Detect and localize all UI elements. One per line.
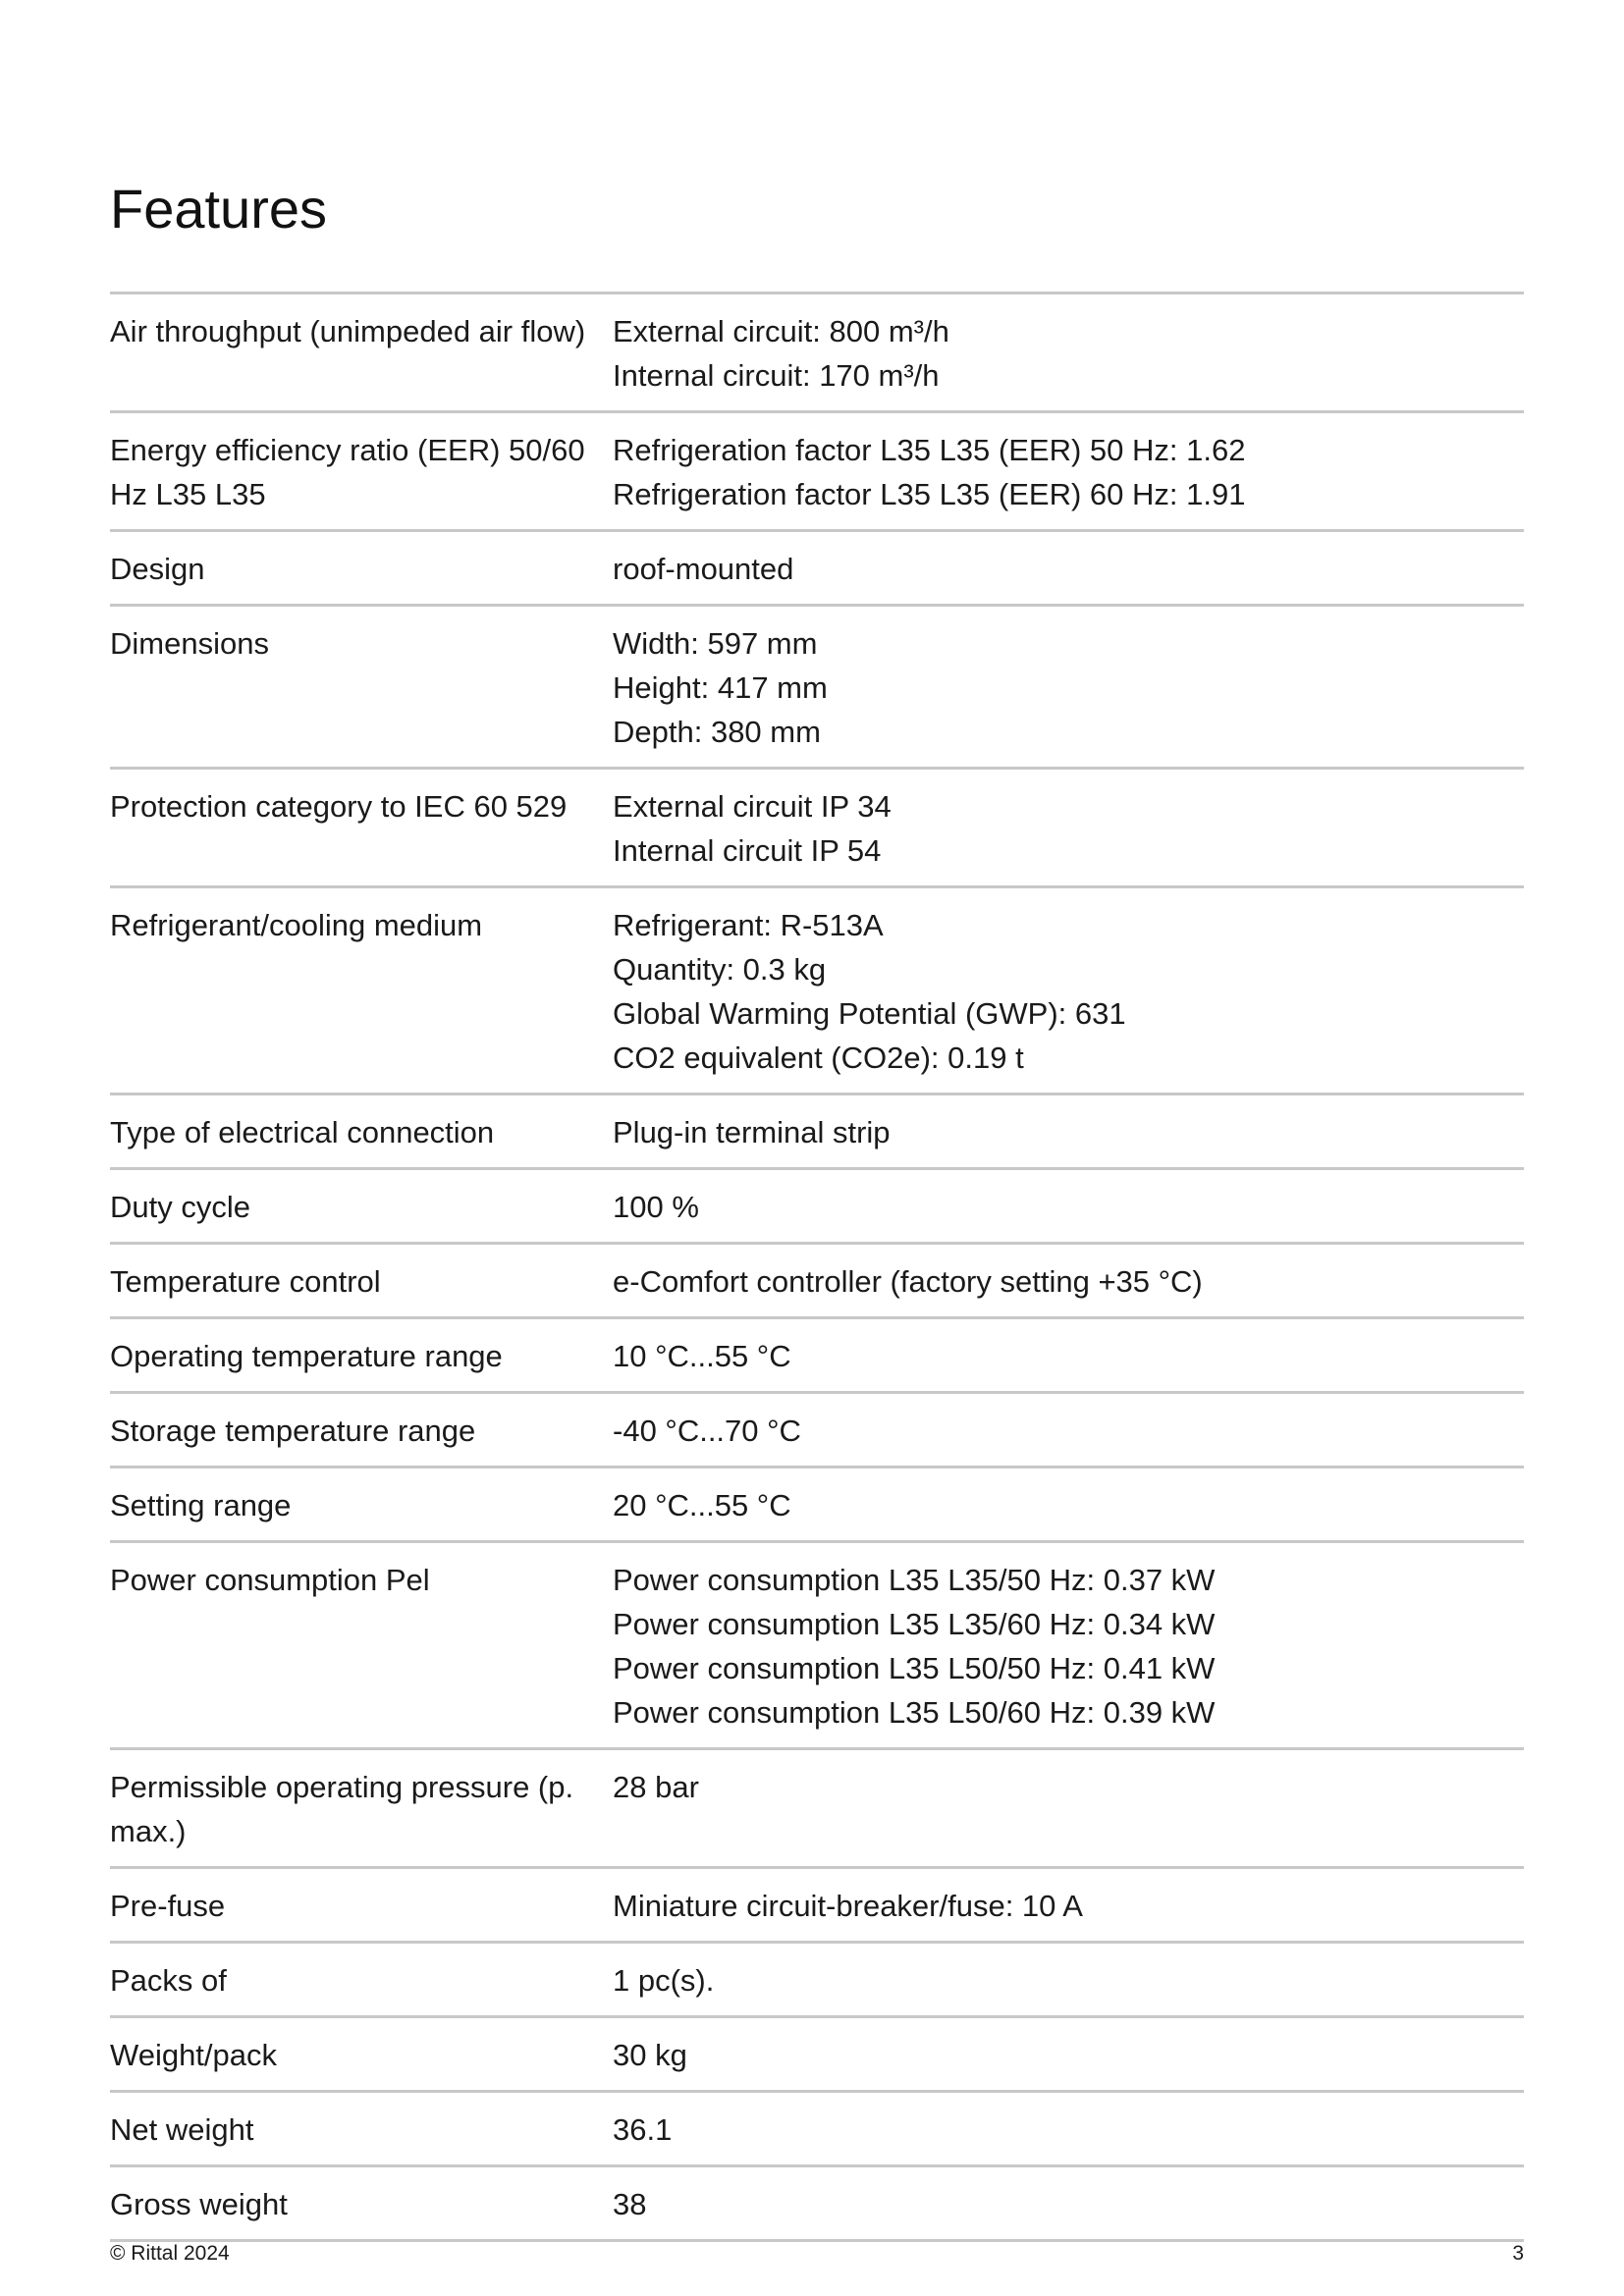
feature-label: Air throughput (unimpeded air flow) xyxy=(110,314,586,348)
feature-value: Power consumption L35 L35/50 Hz: 0.37 kW xyxy=(613,1563,1216,1597)
feature-row xyxy=(110,413,1524,532)
feature-values xyxy=(613,428,1524,516)
feature-row xyxy=(110,770,1524,888)
feature-values xyxy=(613,1765,1524,1853)
feature-label: Gross weight xyxy=(110,2187,288,2221)
feature-row xyxy=(110,1869,1524,1944)
feature-values xyxy=(613,1884,1524,1928)
feature-values xyxy=(613,1259,1524,1304)
feature-value: Refrigeration factor L35 L35 (EER) 50 Hz: 1.62 xyxy=(613,433,1246,467)
feature-label: Permissible operating pressure (p. max.) xyxy=(110,1770,574,1848)
feature-value: e-Comfort controller (factory setting +35 °C) xyxy=(613,1264,1203,1299)
feature-value: Depth: 380 mm xyxy=(613,715,821,749)
feature-label: Temperature control xyxy=(110,1264,381,1299)
feature-row xyxy=(110,1944,1524,2018)
feature-value: roof-mounted xyxy=(613,552,794,586)
feature-row xyxy=(110,2093,1524,2167)
feature-value: Refrigerant: R-513A xyxy=(613,908,884,942)
feature-value: Height: 417 mm xyxy=(613,670,828,705)
feature-label: Protection category to IEC 60 529 xyxy=(110,789,568,824)
feature-values xyxy=(613,2182,1524,2226)
feature-label: Pre-fuse xyxy=(110,1889,226,1923)
feature-value: Power consumption L35 L50/60 Hz: 0.39 kW xyxy=(613,1695,1216,1730)
feature-value: 36.1 xyxy=(613,2112,673,2147)
feature-row xyxy=(110,2018,1524,2093)
feature-label: Refrigerant/cooling medium xyxy=(110,908,483,942)
feature-values xyxy=(613,1185,1524,1229)
feature-label: Setting range xyxy=(110,1488,292,1522)
feature-value: CO2 equivalent (CO2e): 0.19 t xyxy=(613,1041,1024,1075)
feature-value: Miniature circuit-breaker/fuse: 10 A xyxy=(613,1889,1083,1923)
feature-label: Storage temperature range xyxy=(110,1414,476,1448)
feature-value: Internal circuit: 170 m³/h xyxy=(613,358,940,393)
feature-label: Operating temperature range xyxy=(110,1339,503,1373)
feature-row xyxy=(110,1170,1524,1245)
page-title: Features xyxy=(110,178,327,240)
feature-value: 1 pc(s). xyxy=(613,1963,715,1998)
feature-value: Global Warming Potential (GWP): 631 xyxy=(613,996,1126,1031)
feature-value: 20 °C...55 °C xyxy=(613,1488,791,1522)
feature-value: Quantity: 0.3 kg xyxy=(613,952,827,987)
feature-row xyxy=(110,1750,1524,1869)
feature-values xyxy=(613,2108,1524,2152)
features-table xyxy=(110,292,1524,2242)
feature-row xyxy=(110,532,1524,607)
feature-values xyxy=(613,621,1524,754)
feature-values xyxy=(613,784,1524,873)
feature-label: Packs of xyxy=(110,1963,227,1998)
feature-label: Type of electrical connection xyxy=(110,1115,495,1149)
feature-value: Plug-in terminal strip xyxy=(613,1115,891,1149)
feature-values xyxy=(613,1409,1524,1453)
feature-row xyxy=(110,1394,1524,1468)
feature-row xyxy=(110,607,1524,770)
feature-values xyxy=(613,547,1524,591)
feature-value: 38 xyxy=(613,2187,647,2221)
feature-values xyxy=(613,1110,1524,1154)
feature-row xyxy=(110,888,1524,1095)
feature-label: Weight/pack xyxy=(110,2038,278,2072)
feature-row xyxy=(110,1468,1524,1543)
feature-values xyxy=(613,1334,1524,1378)
feature-row xyxy=(110,294,1524,413)
footer-page-number: 3 xyxy=(1512,2242,1524,2265)
feature-value: 10 °C...55 °C xyxy=(613,1339,791,1373)
feature-value: Power consumption L35 L35/60 Hz: 0.34 kW xyxy=(613,1607,1216,1641)
feature-label: Energy efficiency ratio (EER) 50/60 Hz L35 L35 xyxy=(110,433,585,511)
feature-label: Duty cycle xyxy=(110,1190,250,1224)
feature-value: Power consumption L35 L50/50 Hz: 0.41 kW xyxy=(613,1651,1216,1685)
feature-row xyxy=(110,1543,1524,1750)
feature-value: External circuit: 800 m³/h xyxy=(613,314,949,348)
feature-row xyxy=(110,1319,1524,1394)
feature-values xyxy=(613,1483,1524,1527)
feature-values xyxy=(613,1958,1524,2002)
feature-values xyxy=(613,2033,1524,2077)
feature-values xyxy=(613,1558,1524,1735)
feature-value: 30 kg xyxy=(613,2038,687,2072)
feature-label: Net weight xyxy=(110,2112,254,2147)
feature-row xyxy=(110,1245,1524,1319)
footer-copyright: © Rittal 2024 xyxy=(110,2242,230,2265)
feature-value: Internal circuit IP 54 xyxy=(613,833,882,868)
feature-label: Dimensions xyxy=(110,626,269,661)
feature-value: External circuit IP 34 xyxy=(613,789,892,824)
feature-value: 28 bar xyxy=(613,1770,699,1804)
feature-label: Design xyxy=(110,552,205,586)
feature-row xyxy=(110,1095,1524,1170)
feature-label: Power consumption Pel xyxy=(110,1563,430,1597)
feature-row xyxy=(110,2167,1524,2242)
feature-value: -40 °C...70 °C xyxy=(613,1414,801,1448)
feature-value: 100 % xyxy=(613,1190,699,1224)
feature-value: Refrigeration factor L35 L35 (EER) 60 Hz: 1.91 xyxy=(613,477,1246,511)
feature-value: Width: 597 mm xyxy=(613,626,818,661)
feature-values xyxy=(613,309,1524,398)
feature-values xyxy=(613,903,1524,1080)
